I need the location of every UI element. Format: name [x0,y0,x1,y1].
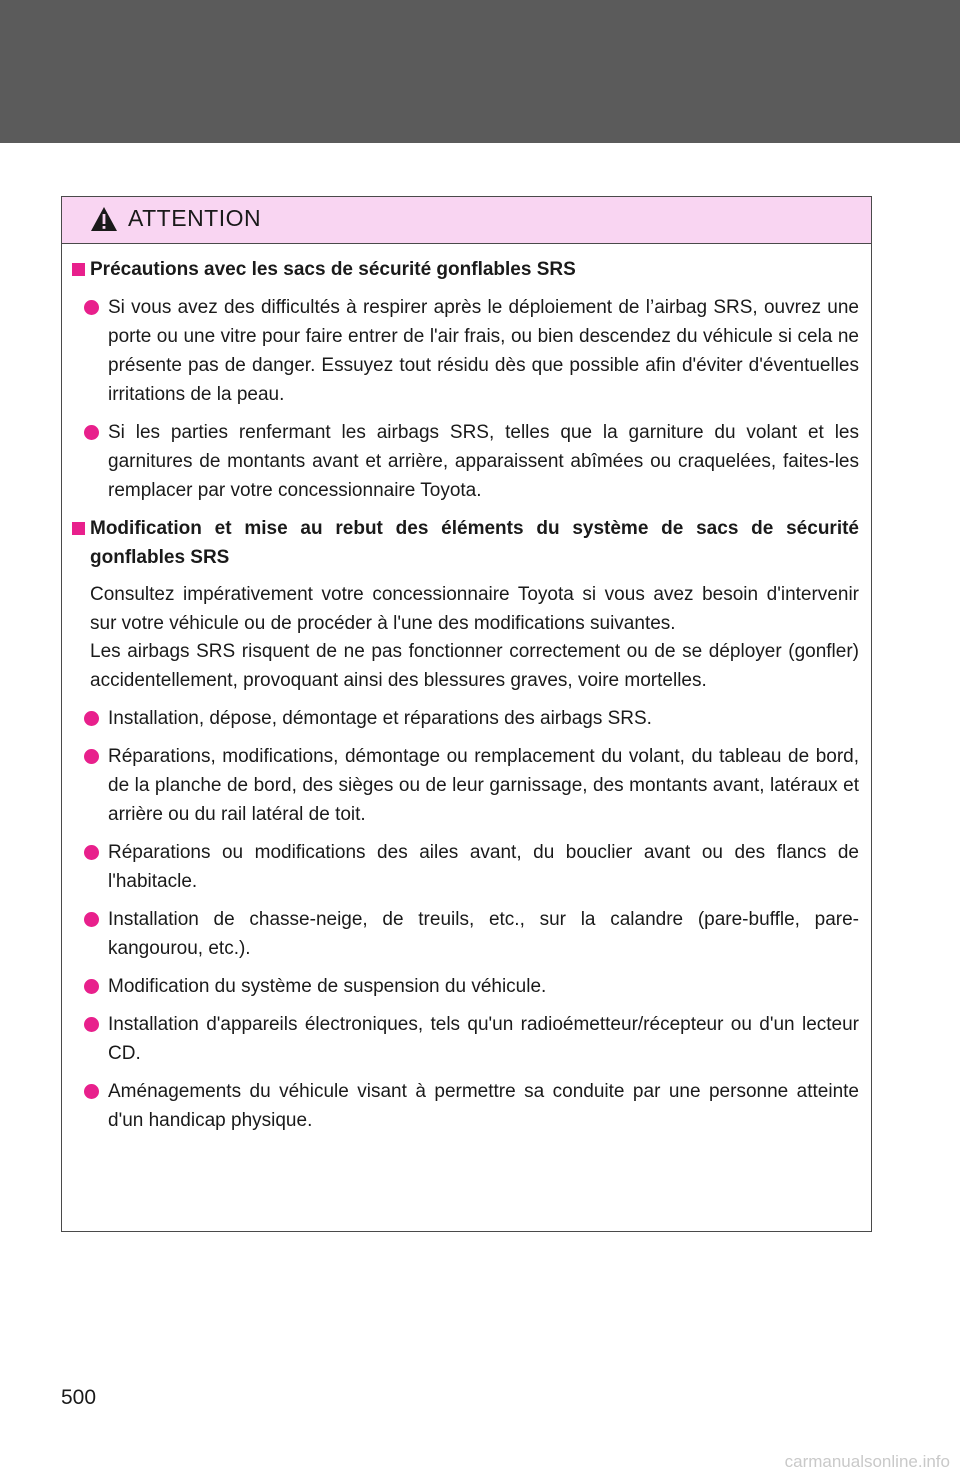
list-item [62,418,871,505]
top-band [0,0,960,143]
list-item [62,1010,871,1068]
warning-header [62,197,871,244]
warning-triangle-icon [90,206,118,232]
list-item [62,704,871,733]
list-item-text: Réparations, modifications, démontage ou remplacement du volant, du tableau de bord, de la planche de bord, des sièges ou de leur garnissage, des montants avant, latéraux et arrière ou du rail latéral de toit. [108,746,859,825]
pink-square-icon [72,522,85,535]
pink-dot-icon [84,1084,99,1099]
section-heading [62,514,871,572]
section-heading-text: Précautions avec les sacs de sécurité gonflables SRS [90,259,576,280]
watermark: carmanualsonline.info [784,1452,950,1471]
pink-dot-icon [84,749,99,764]
pink-dot-icon [84,425,99,440]
list-item-text: Installation d'appareils électroniques, tels qu'un radioémetteur/récepteur ou d'un lecteur CD. [108,1014,859,1064]
pink-dot-icon [84,1017,99,1032]
list-item [62,972,871,1001]
list-item-text: Modification du système de suspension du véhicule. [108,976,547,997]
pink-square-icon [72,263,85,276]
section-heading [62,255,871,284]
section-heading-text: Modification et mise au rebut des éléments du système de sacs de sécurité gonflables SRS [90,518,859,568]
page-number: 500 [61,1386,97,1409]
list-item [62,838,871,896]
list-item-text: Si vous avez des difficultés à respirer après le déploiement de l’airbag SRS, ouvrez une porte ou une vitre pour faire entrer de l'air frais, ou bien descendez du véhicule si cela ne présente pas de danger. Essuyez tout résidu dès que possible afin d'éviter d'éventuelles irritations de la peau. [108,297,859,405]
list-item [62,742,871,829]
list-item-text: Réparations ou modifications des ailes avant, du bouclier avant ou des flancs de l'habitacle. [108,842,859,892]
warning-box [61,196,872,1232]
intro-paragraph: Les airbags SRS risquent de ne pas fonctionner correctement ou de se déployer (gonfler) accidentellement, provoquant ainsi des blessures graves, voire mortelles. [90,641,859,691]
pink-dot-icon [84,979,99,994]
list-item [62,293,871,409]
warning-title: ATTENTION [128,205,262,231]
pink-dot-icon [84,300,99,315]
pink-dot-icon [84,711,99,726]
list-item [62,905,871,963]
pink-dot-icon [84,912,99,927]
intro-paragraph: Consultez impérativement votre concessionnaire Toyota si vous avez besoin d'intervenir sur votre véhicule ou de procéder à l'une des modifications suivantes. [90,584,859,634]
list-item-text: Installation de chasse-neige, de treuils, etc., sur la calandre (pare-buffle, pare-kangourou, etc.). [108,909,859,959]
list-item [62,1077,871,1135]
pink-dot-icon [84,845,99,860]
list-item-text: Installation, dépose, démontage et réparations des airbags SRS. [108,708,652,729]
list-item-text: Aménagements du véhicule visant à permettre sa conduite par une personne atteinte d'un handicap physique. [108,1081,859,1131]
list-item-text: Si les parties renfermant les airbags SRS, telles que la garniture du volant et les garnitures de montants avant et arrière, apparaissent abîmées ou craquelées, faites-les remplacer par votre concessionnaire Toyota. [108,422,859,501]
warning-content [62,243,871,1135]
